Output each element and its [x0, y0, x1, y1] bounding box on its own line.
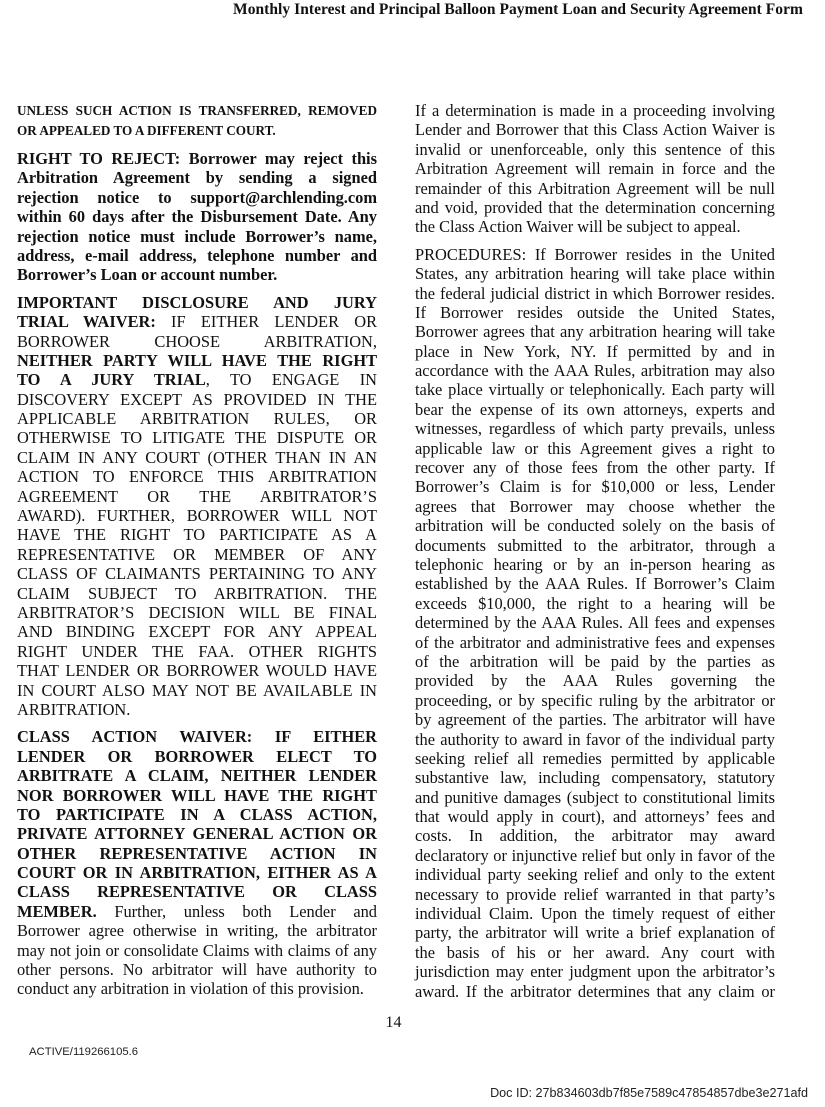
text-run: applicable law or this Agreement gives a right to [415, 438, 775, 458]
text-line [415, 826, 775, 845]
text-line [415, 140, 775, 159]
bold-text-run: IMPORTANT DISCLOSURE AND JURY [17, 292, 377, 312]
document-doc-id: Doc ID: 27b834603db7f85e7589c47854857dbe3e271afd [490, 1086, 808, 1100]
text-line [17, 700, 377, 719]
text-line [415, 788, 775, 807]
bold-text-run: OR APPEALED TO A DIFFERENT COURT. [17, 123, 276, 138]
text-run: recover any of those fees from the other party. If [415, 458, 775, 478]
text-run: substantive law, including compensatory, statutory [415, 768, 775, 788]
text-run: proceeding, or by specific ruling by the arbitrator or [415, 690, 775, 710]
text-run: Borrower agree otherwise in writing, the arbitrator [17, 921, 377, 941]
text-line [17, 121, 377, 141]
text-run: ACTION TO ENFORCE THIS ARBITRATION [17, 467, 377, 487]
text-run: conduct any arbitration in violation of this provision. [17, 979, 364, 999]
text-run: telephonic hearing or by an in-person hearing as [415, 554, 775, 574]
text-run: individual Claim. Upon the timely request of either [415, 904, 775, 924]
text-line [17, 467, 377, 486]
text-run: AGREEMENT OR THE ARBITRATOR’S [17, 486, 377, 506]
text-run: If a determination is made in a proceeding involving [415, 101, 775, 120]
text-line [17, 584, 377, 603]
text-line [17, 370, 377, 389]
text-run: arbitration will be conducted solely on the basis of [415, 516, 775, 536]
text-run: THAT LENDER OR BORROWER WOULD HAVE [17, 661, 377, 681]
text-line [17, 805, 377, 824]
bold-text-run: rejection notice must include Borrower’s name, [17, 226, 377, 246]
left-column [17, 101, 377, 1007]
text-line [415, 730, 775, 749]
text-line [415, 536, 775, 555]
text-run: determined by the AAA Rules. All fees and expenses [415, 613, 775, 633]
text-line [17, 979, 377, 998]
text-run: IN COURT ALSO MAY NOT BE AVAILABLE IN [17, 680, 377, 700]
bold-text-run: NOR BORROWER WILL HAVE THE RIGHT [17, 785, 377, 805]
text-run: documents submitted to the arbitrator, through a [415, 535, 775, 555]
text-line [415, 943, 775, 962]
bold-text-run: Arbitration Agreement by sending a signed [17, 168, 377, 188]
text-line [17, 642, 377, 661]
text-line [17, 786, 377, 805]
text-line [415, 923, 775, 942]
text-run: CLAIM SUBJECT TO ARBITRATION. THE [17, 583, 377, 603]
text-run: provided by the AAA Rules governing the [415, 671, 775, 691]
text-line [415, 691, 775, 710]
text-line [17, 149, 377, 168]
text-line [415, 284, 775, 303]
text-line [415, 962, 775, 981]
bold-text-run: address, e-mail address, telephone number and [17, 245, 377, 265]
text-run: the basis of his or her award. Any court with [415, 942, 775, 962]
text-run: place in New York, NY. If permitted by and in [415, 341, 775, 361]
text-run: RIGHT UNDER THE FAA. OTHER RIGHTS [17, 641, 377, 661]
text-run: agrees that Borrower may choose whether the [415, 496, 775, 516]
text-line [17, 487, 377, 506]
paragraph-waiver-invalidity [415, 101, 775, 237]
text-line [17, 227, 377, 246]
text-run: REPRESENTATIVE OR MEMBER OF ANY [17, 544, 377, 564]
text-line [17, 844, 377, 863]
text-run: Further, unless both Lender and [96, 901, 377, 921]
bold-text-run: TRIAL WAIVER: [17, 312, 156, 332]
bold-text-run: TO A JURY TRIAL [17, 370, 206, 390]
text-line [415, 245, 775, 264]
text-line [415, 439, 775, 458]
text-line [17, 921, 377, 940]
text-run: CLAIM IN ANY COURT (OTHER THAN IN AN [17, 447, 377, 467]
text-line [415, 633, 775, 652]
text-run: ARBITRATOR’S DECISION WILL BE FINAL [17, 602, 377, 622]
text-line [17, 409, 377, 428]
text-line [415, 846, 775, 865]
bold-text-run: PRIVATE ATTORNEY GENERAL ACTION OR [17, 824, 377, 844]
text-line [17, 727, 377, 746]
text-line [17, 448, 377, 467]
text-run: AND BINDING EXCEPT FOR ANY APPEAL [17, 622, 377, 642]
bold-text-run: CLASS REPRESENTATIVE OR CLASS [17, 882, 377, 902]
text-run: DISCOVERY EXCEPT AS PROVIDED IN THE [17, 389, 377, 409]
text-line [415, 497, 775, 516]
text-line [17, 882, 377, 901]
text-line [415, 807, 775, 826]
paragraph-court-transfer-clause [17, 101, 377, 141]
text-line [415, 303, 775, 322]
text-line [17, 312, 377, 331]
document-header-title: Monthly Interest and Principal Balloon Payment Loan and Security Agreement Form [233, 1, 803, 18]
text-line [415, 380, 775, 399]
text-run: take place virtually or telephonically. Each party will [415, 380, 775, 400]
text-line [17, 902, 377, 921]
text-run: PROCEDURES: If Borrower resides in the United [415, 244, 775, 264]
text-line [17, 824, 377, 843]
text-line [17, 168, 377, 187]
text-line [17, 661, 377, 680]
text-line [17, 207, 377, 226]
text-line [415, 710, 775, 729]
paragraph-jury-trial-waiver [17, 293, 377, 720]
bold-text-run: MEMBER. [17, 901, 97, 921]
text-run: AWARD). FURTHER, BORROWER WILL NOT [17, 506, 377, 526]
text-line [17, 428, 377, 447]
text-run: that would apply in court), and attorneys’ fees and [415, 807, 775, 827]
text-run: Arbitration Agreement will remain in force and the [415, 159, 775, 179]
text-line [17, 246, 377, 265]
text-line [415, 198, 775, 217]
text-line [415, 101, 775, 120]
bold-text-run: ARBITRATE A CLAIM, NEITHER LENDER [17, 766, 377, 786]
text-run: OTHERWISE TO LITIGATE THE DISPUTE OR [17, 428, 377, 448]
text-run: of the arbitrator and administrative fees and expenses [415, 632, 775, 652]
text-line [415, 458, 775, 477]
text-line [415, 613, 775, 632]
text-line [415, 982, 775, 1001]
page-number: 14 [385, 1014, 402, 1031]
text-line [17, 390, 377, 409]
text-line [415, 322, 775, 341]
text-line [415, 419, 775, 438]
bold-text-run: CLASS ACTION WAIVER: IF EITHER [17, 727, 377, 747]
text-line [415, 516, 775, 535]
text-line [17, 506, 377, 525]
text-line [415, 749, 775, 768]
text-run: established by the AAA Rules. If Borrower’s Claim [415, 574, 775, 594]
text-line [17, 545, 377, 564]
text-line [17, 960, 377, 979]
bold-text-run: COURT OR IN ARBITRATION, EITHER AS A [17, 863, 377, 883]
text-line [415, 555, 775, 574]
text-run: the authority to award in favor of the individual party [415, 729, 775, 749]
text-line [17, 941, 377, 960]
text-run: of the arbitration will be paid by the parties as [415, 651, 775, 671]
bold-text-run: RIGHT TO REJECT: Borrower may reject this [17, 149, 377, 168]
text-line [415, 671, 775, 690]
text-run: accordance with the AAA Rules, arbitration may also [415, 361, 775, 381]
text-line [415, 652, 775, 671]
text-line [415, 342, 775, 361]
text-run: individual party seeking relief and only to the extent [415, 865, 775, 885]
text-line [17, 681, 377, 700]
bold-text-run: within 60 days after the Disbursement Date. Any [17, 207, 377, 227]
text-run: and void, provided that the determination concerning [415, 197, 775, 217]
text-run: award. If the arbitrator determines that any claim or [415, 981, 775, 1001]
text-run: Borrower agrees that any arbitration hearing will take [415, 322, 775, 342]
text-run: seeking relief all remedies permitted by applicable [415, 748, 775, 768]
paragraph-procedures [415, 245, 775, 1001]
text-line [415, 179, 775, 198]
text-run: remainder of this Arbitration Agreement will be null [415, 178, 775, 198]
text-run: may not join or consolidate Claims with claims of any [17, 940, 377, 960]
text-line [17, 747, 377, 766]
bold-text-run: rejection notice to support@archlending.com [17, 187, 377, 207]
text-line [415, 400, 775, 419]
bold-text-run: NEITHER PARTY WILL HAVE THE RIGHT [17, 350, 377, 370]
text-run: If Borrower resides outside the United States, [415, 302, 775, 322]
text-line [17, 351, 377, 370]
text-line [17, 863, 377, 882]
text-line [17, 265, 377, 284]
text-run: BORROWER CHOOSE ARBITRATION, [17, 331, 377, 351]
text-line [415, 361, 775, 380]
text-line [415, 159, 775, 178]
text-line [17, 332, 377, 351]
text-run: exceeds $10,000, the right to a hearing will be [415, 593, 775, 613]
text-run: party, the arbitrator will write a brief explanation of [415, 923, 775, 943]
text-run: bear the expense of its own attorneys, experts and [415, 399, 775, 419]
bold-text-run: Borrower’s Loan or account number. [17, 265, 278, 285]
text-run: CLASS OF CLAIMANTS PERTAINING TO ANY [17, 564, 377, 584]
text-line [415, 477, 775, 496]
paragraph-right-to-reject [17, 149, 377, 285]
text-line [415, 120, 775, 139]
text-line [17, 525, 377, 544]
text-run: Borrower’s Claim is for $10,000 or less, Lender [415, 477, 775, 497]
paragraph-class-action-waiver [17, 727, 377, 998]
text-run: States, any arbitration hearing will take place within [415, 264, 775, 284]
document-active-id: ACTIVE/119266105.6 [29, 1046, 139, 1058]
text-run: declaratory or injunctive relief but only in favor of the [415, 845, 775, 865]
text-line [17, 101, 377, 121]
text-line [415, 865, 775, 884]
right-column [415, 101, 775, 1009]
text-run: , TO ENGAGE IN [205, 370, 377, 390]
text-run: costs. In addition, the arbitrator may award [415, 826, 775, 846]
text-run: necessary to provide relief warranted in that party’s [415, 884, 775, 904]
text-line [17, 293, 377, 312]
text-run: Lender and Borrower that this Class Action Waiver is [415, 120, 775, 140]
bold-text-run: OTHER REPRESENTATIVE ACTION IN [17, 843, 377, 863]
text-line [415, 217, 775, 236]
text-run: HAVE THE RIGHT TO PARTICIPATE AS A [17, 525, 377, 545]
text-line [415, 574, 775, 593]
text-run: the federal judicial district in which Borrower resides. [415, 283, 775, 303]
text-line [17, 622, 377, 641]
text-run: by agreement of the parties. The arbitrator will have [415, 710, 775, 730]
text-run: other persons. No arbitrator will have authority to [17, 960, 377, 980]
text-run: witnesses, regardless of which party prevails, unless [415, 419, 775, 439]
text-line [415, 768, 775, 787]
text-line [17, 766, 377, 785]
text-run: the Class Action Waiver will be subject to appeal. [415, 217, 741, 237]
bold-text-run: TO PARTICIPATE IN A CLASS ACTION, [17, 804, 377, 824]
bold-text-run: LENDER OR BORROWER ELECT TO [17, 746, 377, 766]
text-line [415, 264, 775, 283]
text-run: jurisdiction may enter judgment upon the arbitrator’s [415, 962, 775, 982]
text-line [415, 594, 775, 613]
text-line [17, 188, 377, 207]
text-line [17, 564, 377, 583]
bold-text-run: UNLESS SUCH ACTION IS TRANSFERRED, REMOVED [17, 103, 377, 118]
text-line [415, 885, 775, 904]
text-run: APPLICABLE ARBITRATION RULES, OR [17, 409, 377, 429]
text-run: invalid or unenforceable, only this sentence of this [415, 139, 775, 159]
text-run: ARBITRATION. [17, 699, 131, 719]
text-run: IF EITHER LENDER OR [155, 312, 378, 332]
text-run: and punitive damages (subject to constitutional limits [415, 787, 775, 807]
text-line [415, 904, 775, 923]
text-line [17, 603, 377, 622]
